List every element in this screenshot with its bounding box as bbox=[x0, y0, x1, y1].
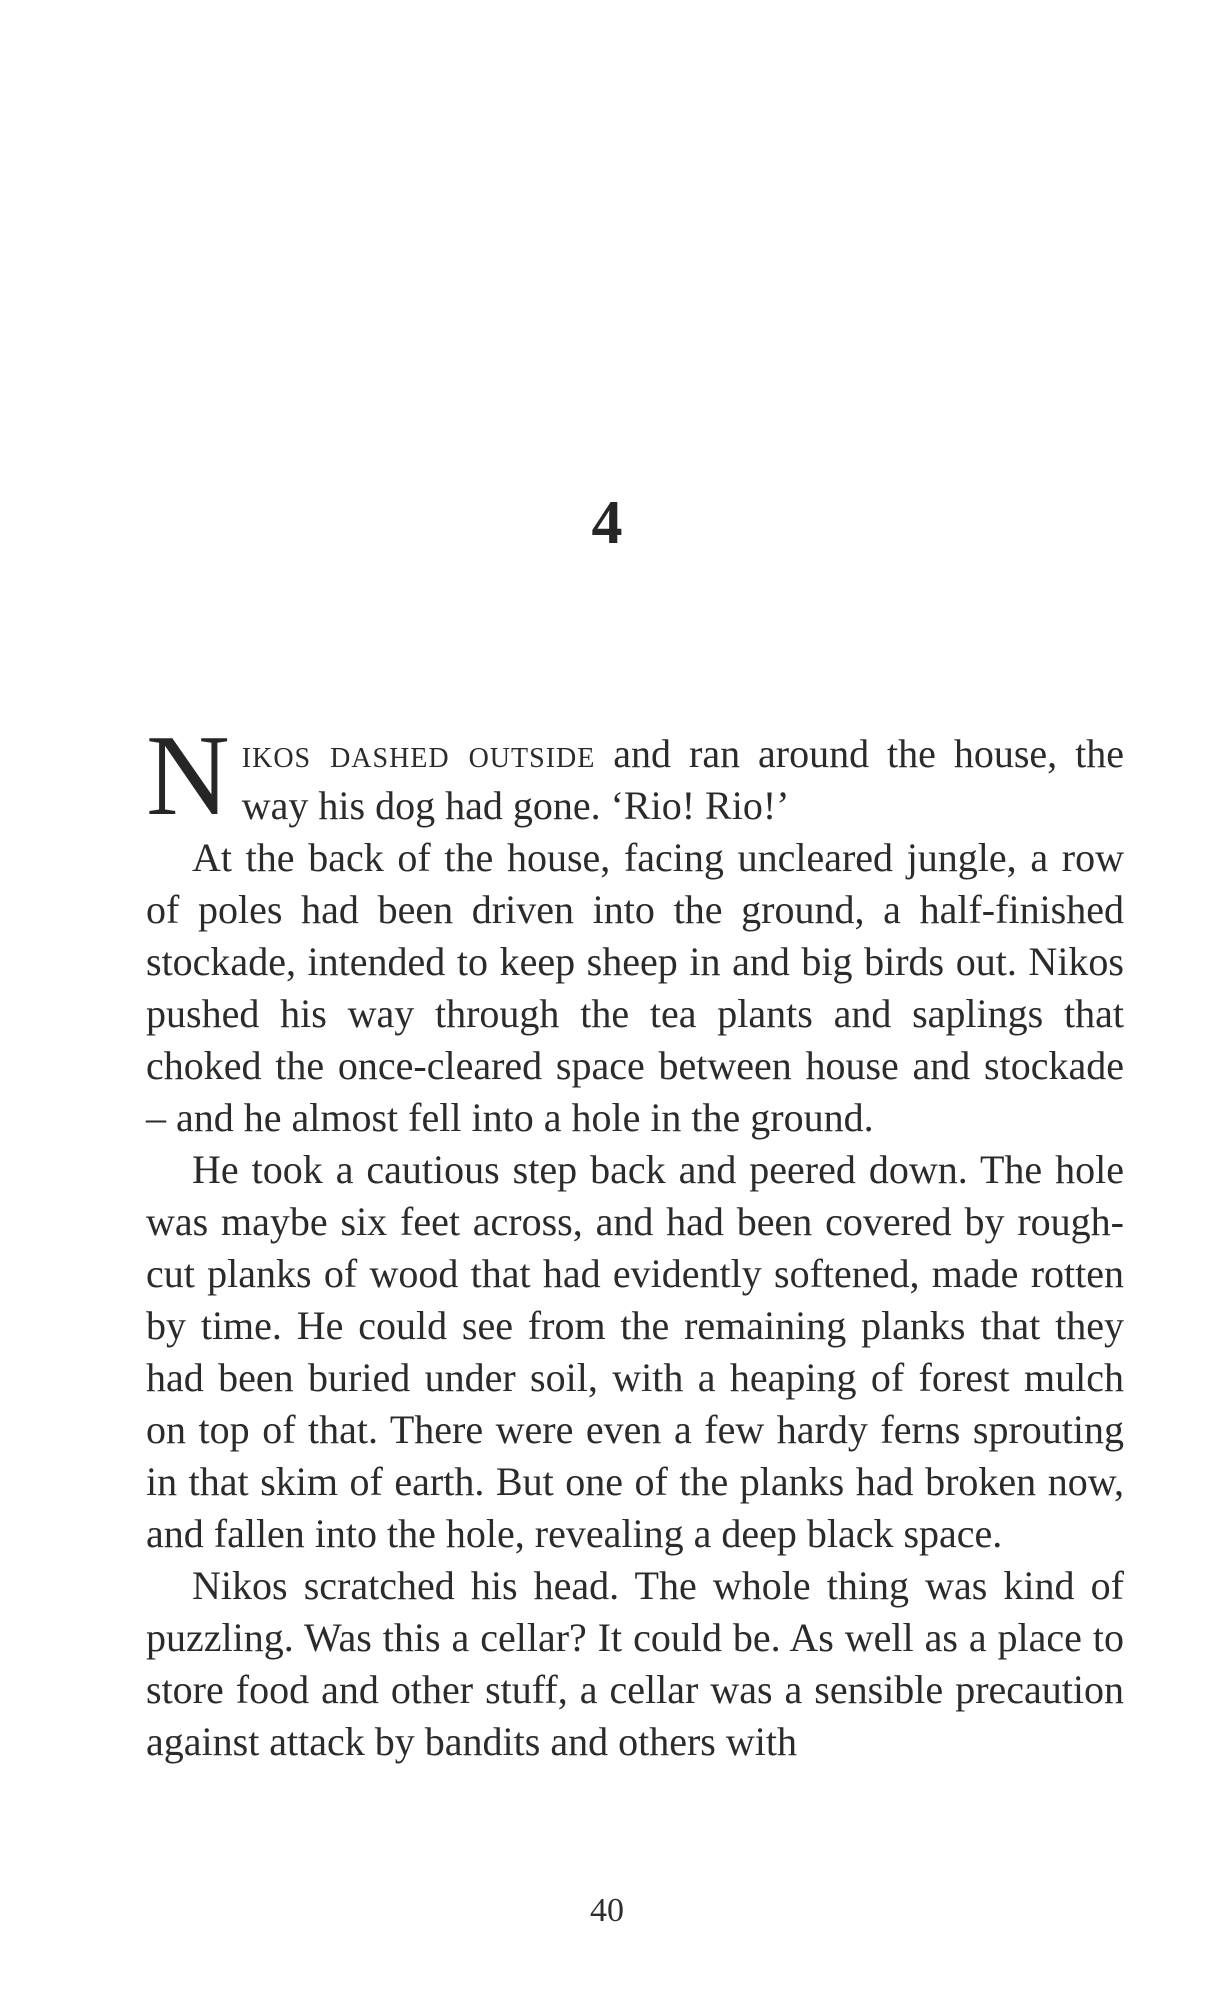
paragraph-1-text: and ran around the house, the way his dog had gone. ‘Rio! Rio!’ bbox=[241, 731, 1124, 828]
paragraph-3: He took a cautious step back and peered down. The hole was maybe six feet across, and had been covered by rough-cut planks of wood that had evidently softened, made rotten by time. He could see from the remaining planks that they had been buried under soil, with a heaping of forest mulch on top of that. There were even a few hardy ferns sprouting in that skim of earth. But one of the planks had broken now, and fallen into the hole, revealing a deep black space. bbox=[146, 1147, 1124, 1556]
paragraph-4: Nikos scratched his head. The whole thing was kind of puzzling. Was this a cellar? It could be. As well as a place to store food and other stuff, a cellar was a sensible precaution against attack by bandits and others with bbox=[146, 1563, 1124, 1764]
paragraph-1 bbox=[146, 712, 1124, 840]
body-text bbox=[146, 712, 1124, 1768]
chapter-number: 4 bbox=[591, 489, 623, 557]
opening-small-caps: ikos dashed outside bbox=[241, 731, 596, 776]
paragraph-2: At the back of the house, facing uncleared jungle, a row of poles had been driven into the ground, a half-finished stockade, intended to keep sheep in and big birds out. Nikos pushed his way through the tea plants and saplings that choked the once-cleared space between house and stockade – and he almost fell into a hole in the ground. bbox=[146, 835, 1124, 1140]
page-number: 40 bbox=[590, 1892, 624, 1929]
drop-cap: N bbox=[146, 712, 230, 840]
